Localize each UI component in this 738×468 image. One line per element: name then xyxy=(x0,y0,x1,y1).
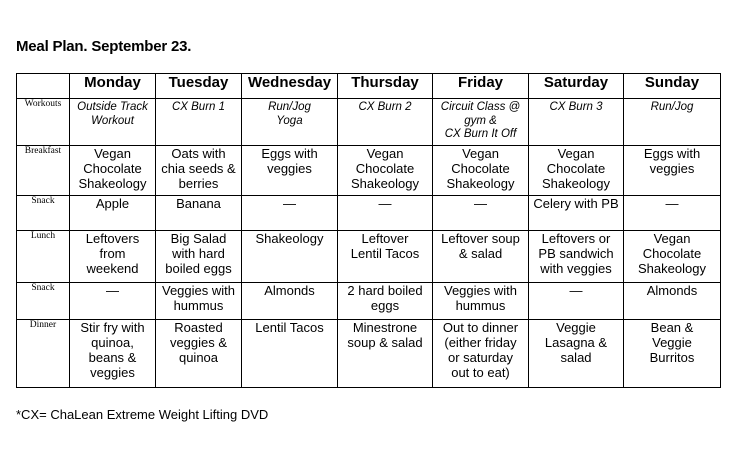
cell-text: — xyxy=(474,196,487,211)
day-header-friday: Friday xyxy=(433,74,529,99)
row-label: Breakfast xyxy=(17,146,70,196)
cell-text: Run/Jog xyxy=(650,101,694,113)
cell-text: Almonds xyxy=(646,283,698,298)
cell-snack-1-sunday xyxy=(624,196,721,231)
row-label: Snack xyxy=(17,196,70,231)
cell-workouts-monday xyxy=(70,99,156,146)
cell-dinner-thursday xyxy=(338,320,433,388)
cell-lunch-sunday xyxy=(624,231,721,283)
cell-text: — xyxy=(106,283,119,298)
cell-text: Eggs with veggies xyxy=(643,146,701,176)
row-workouts xyxy=(17,99,721,146)
day-header-saturday: Saturday xyxy=(529,74,624,99)
cell-text: Out to dinner (either friday or saturday out to eat) xyxy=(442,320,519,380)
cell-snack-1-saturday xyxy=(529,196,624,231)
cell-dinner-tuesday xyxy=(156,320,242,388)
row-label: Lunch xyxy=(17,231,70,283)
cell-text: Almonds xyxy=(264,283,315,298)
cell-dinner-wednesday xyxy=(242,320,338,388)
cell-snack-1-monday xyxy=(70,196,156,231)
cell-workouts-wednesday xyxy=(242,99,338,146)
cell-text: Banana xyxy=(176,196,221,211)
cell-text: — xyxy=(569,283,583,298)
cell-dinner-monday xyxy=(70,320,156,388)
cell-text: Apple xyxy=(95,196,130,211)
cell-text: Veggie Lasagna & salad xyxy=(544,320,608,365)
cell-text: Circuit Class @ gym & CX Burn It Off xyxy=(440,101,521,140)
header-row xyxy=(17,74,721,99)
cell-text: Eggs with veggies xyxy=(261,146,318,176)
cell-text: — xyxy=(283,196,296,211)
cell-text: Run/Jog Yoga xyxy=(268,101,311,127)
cell-snack-1-friday xyxy=(433,196,529,231)
cell-text: Celery with PB xyxy=(533,196,619,211)
cell-breakfast-monday xyxy=(70,146,156,196)
cell-dinner-friday xyxy=(433,320,529,388)
cell-text: Roasted veggies & quinoa xyxy=(169,320,228,365)
cell-text: Vegan Chocolate Shakeology xyxy=(446,146,515,191)
cell-text: Leftovers or PB sandwich with veggies xyxy=(538,231,614,276)
cell-text: CX Burn 1 xyxy=(171,101,226,113)
row-dinner xyxy=(17,320,721,388)
cell-text: Vegan Chocolate Shakeology xyxy=(638,231,706,276)
cell-breakfast-thursday xyxy=(338,146,433,196)
cell-text: Vegan Chocolate Shakeology xyxy=(351,146,419,191)
cell-text: Oats with chia seeds & berries xyxy=(161,146,236,191)
cell-text: Bean & Veggie Burritos xyxy=(649,320,695,365)
day-header-monday: Monday xyxy=(70,74,156,99)
cell-text: Shakeology xyxy=(255,231,324,246)
cell-breakfast-sunday xyxy=(624,146,721,196)
cell-lunch-thursday xyxy=(338,231,433,283)
cell-dinner-sunday xyxy=(624,320,721,388)
cell-workouts-saturday xyxy=(529,99,624,146)
cell-text: — xyxy=(378,196,392,211)
cell-workouts-tuesday xyxy=(156,99,242,146)
cell-text: Leftovers from weekend xyxy=(85,231,140,276)
cell-text: Vegan Chocolate Shakeology xyxy=(78,146,147,191)
cell-snack-1-tuesday xyxy=(156,196,242,231)
footnote: *CX= ChaLean Extreme Weight Lifting DVD xyxy=(16,407,269,422)
header-corner xyxy=(17,74,70,99)
cell-text: 2 hard boiled eggs xyxy=(347,283,423,313)
cell-lunch-wednesday xyxy=(242,231,338,283)
cell-text: Veggies with hummus xyxy=(162,283,235,313)
cell-dinner-saturday xyxy=(529,320,624,388)
cell-lunch-tuesday xyxy=(156,231,242,283)
cell-text: Outside Track Workout xyxy=(77,101,148,127)
cell-lunch-monday xyxy=(70,231,156,283)
cell-text: Lentil Tacos xyxy=(255,320,324,335)
cell-text: Leftover Lentil Tacos xyxy=(350,231,420,261)
cell-text: — xyxy=(665,196,679,211)
cell-breakfast-friday xyxy=(433,146,529,196)
cell-snack-2-thursday xyxy=(338,283,433,320)
day-header-thursday: Thursday xyxy=(338,74,433,99)
row-snack-2 xyxy=(17,283,721,320)
cell-snack-1-wednesday xyxy=(242,196,338,231)
cell-breakfast-tuesday xyxy=(156,146,242,196)
row-label: Dinner xyxy=(17,320,70,388)
cell-snack-2-sunday xyxy=(624,283,721,320)
page-title: Meal Plan. September 23. xyxy=(16,38,192,55)
cell-lunch-friday xyxy=(433,231,529,283)
row-lunch xyxy=(17,231,721,283)
row-breakfast xyxy=(17,146,721,196)
day-header-sunday: Sunday xyxy=(624,74,721,99)
cell-snack-2-friday xyxy=(433,283,529,320)
row-snack-1 xyxy=(17,196,721,231)
cell-snack-2-saturday xyxy=(529,283,624,320)
cell-text: Stir fry with quinoa, beans & veggies xyxy=(80,320,145,380)
cell-workouts-friday xyxy=(433,99,529,146)
meal-plan-table xyxy=(16,73,721,388)
cell-snack-2-wednesday xyxy=(242,283,338,320)
cell-lunch-saturday xyxy=(529,231,624,283)
cell-text: Leftover soup & salad xyxy=(441,231,520,261)
day-header-wednesday: Wednesday xyxy=(242,74,338,99)
cell-snack-2-monday xyxy=(70,283,156,320)
cell-snack-2-tuesday xyxy=(156,283,242,320)
cell-workouts-thursday xyxy=(338,99,433,146)
day-header-tuesday: Tuesday xyxy=(156,74,242,99)
row-label: Workouts xyxy=(17,99,70,146)
cell-breakfast-wednesday xyxy=(242,146,338,196)
row-label: Snack xyxy=(17,283,70,320)
cell-workouts-sunday xyxy=(624,99,721,146)
cell-text: CX Burn 3 xyxy=(549,101,603,113)
cell-text: Big Salad with hard boiled eggs xyxy=(165,231,232,276)
cell-text: Minestrone soup & salad xyxy=(347,320,423,350)
cell-text: CX Burn 2 xyxy=(358,101,412,113)
cell-text: Vegan Chocolate Shakeology xyxy=(542,146,610,191)
cell-text: Veggies with hummus xyxy=(444,283,517,313)
cell-breakfast-saturday xyxy=(529,146,624,196)
cell-snack-1-thursday xyxy=(338,196,433,231)
